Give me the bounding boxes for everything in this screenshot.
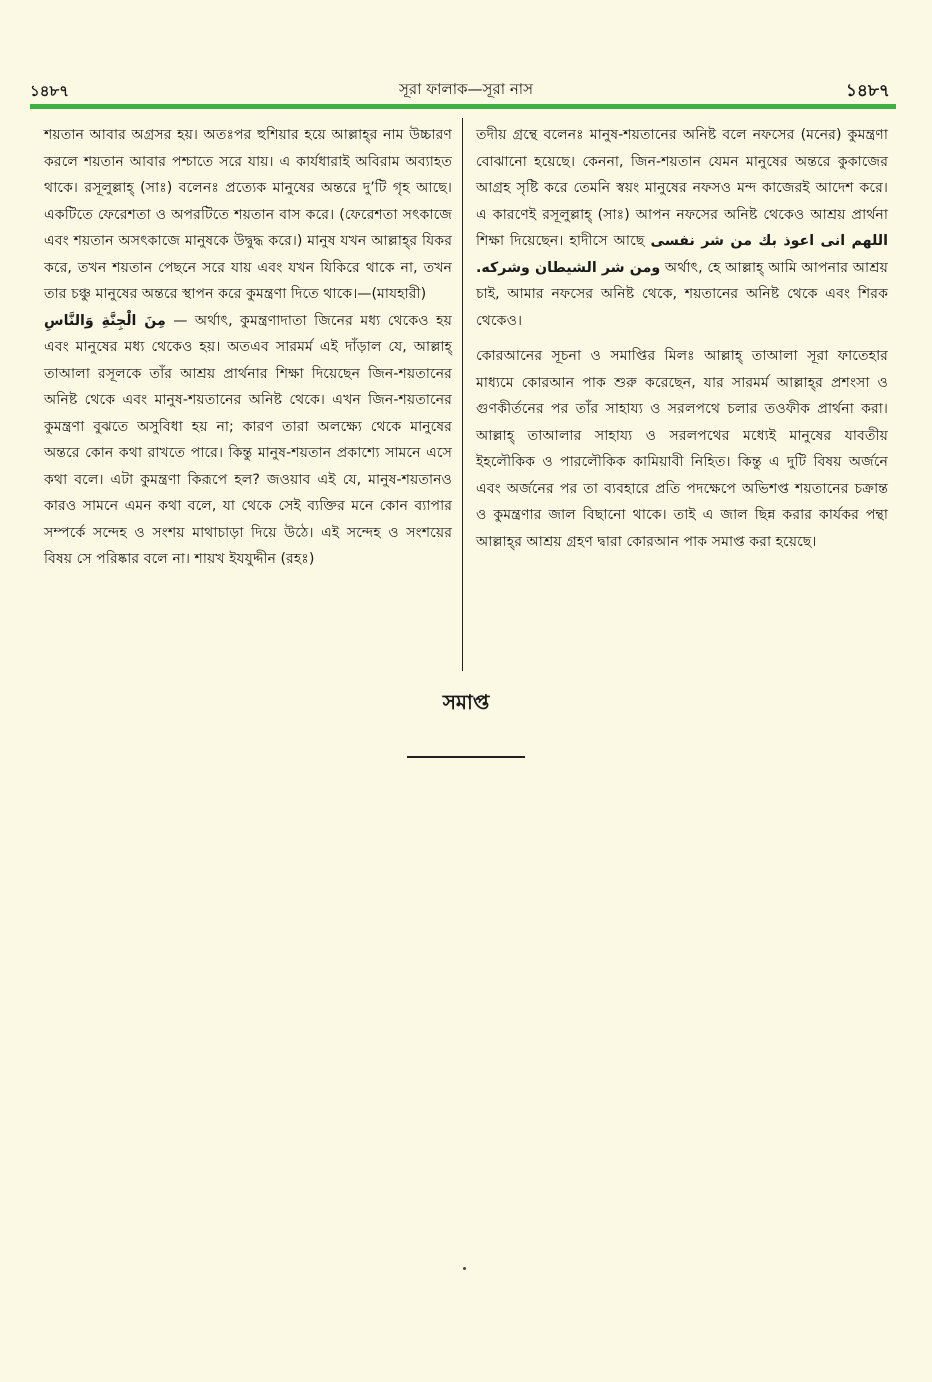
right-paragraph-1-text-a: তদীয় গ্রন্থে বলেনঃ মানুষ-শয়তানের অনিষ্ট বলে নফসের (মনের) কুমন্ত্রণা বোঝানো হয়েছে। কেননা, জিন-শয়তান যেমন মানুষের অন্তরে কুকাজের আগ্রহ সৃষ্টি করে তেমনি স্বয়ং মানুষের নফসও মন্দ কাজেরই আদেশ করে। এ কারণেই রসূলুল্লাহ্ (সাঃ) আপন নফসের অনিষ্ট থেকেও আশ্রয় প্রার্থনা শিক্ষা দিয়েছেন। হাদীসে আছে [476, 127, 888, 249]
right-paragraph-2: কোরআনের সূচনা ও সমাপ্তির মিলঃ আল্লাহ্ তাআলা সূরা ফাতেহার মাধ্যমে কোরআন পাক শুরু করেছেন, যার সারমর্ম আল্লাহ্‌র প্রশংসা ও গুণকীর্তনের পর তাঁর সাহায্য ও সরলপথে চলার তওফীক প্রার্থনা করা। আল্লাহ্ তাআলার সাহায্য ও সরলপথের মধ্যেই মানুষের যাবতীয় ইহলৌকিক ও পারলৌকিক কামিয়াবী নিহিত। কিন্তু এ দুটি বিষয় অর্জনে এবং অর্জনের পর তা ব্যবহারে প্রতি পদক্ষেপে অভিশপ্ত শয়তানের চক্রান্ত ও কুমন্ত্রণার জাল বিছানো থাকে। তাই এ জাল ছিন্ন করার কার্যকর পন্থা আল্লাহ্‌র আশ্রয় গ্রহণ দ্বারা কোরআন পাক সমাপ্ত করা হয়েছে। [476, 348, 888, 550]
column-divider [462, 118, 463, 671]
arabic-verse: مِنَ الْجِنَّةِ وَالنَّاسِ [44, 312, 166, 329]
page-number-right: ১৪৮৭ [845, 81, 890, 101]
page-speck [463, 1267, 466, 1270]
arabic-dua: اللهم انى اعوذ بك من شر نفسى ومن شر الشيطان وشركه. [476, 233, 888, 276]
left-paragraph-2-text: — অর্থাৎ, কুমন্ত্রণাদাতা জিনের মধ্য থেকেও হয় এবং মানুষের মধ্য থেকেও হয়। অতএব সারমর্ম এই দাঁড়াল যে, আল্লাহ্ তাআলা রসূলকে তাঁর আশ্রয় প্রার্থনার শিক্ষা দিয়েছেন জিন-শয়তানের অনিষ্ট থেকে এবং মানুষ-শয়তানের অনিষ্ট থেকে। এখন জিন-শয়তানের কুমন্ত্রণা বুঝতে অসুবিধা হয় না; কারণ তারা অলক্ষ্যে থেকে মানুষের অন্তরে কোন কথা রাখতে পারে। কিন্তু মানুষ-শয়তান প্রকাশ্যে সামনে এসে কথা বলে। এটা কুমন্ত্রণা কিরূপে হল? জওয়াব এই যে, মানুষ-শয়তানও কারও সামনে এমন কথা বলে, যা থেকে সেই ব্যক্তির মনে কোন ব্যাপার সম্পর্কে সন্দেহ ও সংশয় মাথাচাড়া দিয়ে উঠে। এই সন্দেহ ও সংশয়ের বিষয় সে পরিষ্কার বলে না। শায়খ ইযযুদ্দীন (রহঃ) [44, 312, 452, 567]
end-rule [407, 756, 525, 758]
running-title: সূরা ফালাক—সূরা নাস [398, 80, 534, 98]
left-paragraph-1: শয়তান আবার অগ্রসর হয়। অতঃপর হুশিয়ার হয়ে আল্লাহ্‌র নাম উচ্চারণ করলে শয়তান আবার পশ্চাতে সরে যায়। এ কার্যধারাই অবিরাম অব্যাহত থাকে। রসূলুল্লাহ্ (সাঃ) বলেনঃ প্রত্যেক মানুষের অন্তরে দু’টি গৃহ আছে। একটিতে ফেরেশতা ও অপরটিতে শয়তান বাস করে। (ফেরেশতা সৎকাজে এবং শয়তান অসৎকাজে মানুষকে উদ্বুদ্ধ করে।) মানুষ যখন আল্লাহ্‌র যিকর করে, তখন শয়তান পেছনে সরে যায় এবং যখন যিকিরে থাকে না, তখন তার চঞ্চু মানুষের অন্তরে স্থাপন করে কুমন্ত্রণা দিতে থাকে।—(মাযহারী) [44, 127, 452, 302]
page-number-left: ১৪৮৭ [30, 82, 69, 100]
right-paragraph-1 [476, 122, 888, 334]
left-column [44, 122, 452, 573]
header-rule [30, 104, 896, 109]
end-marker: সমাপ্ত [442, 690, 490, 714]
right-column [476, 122, 888, 555]
left-paragraph-2 [44, 308, 452, 573]
right-paragraph-1-text-b: অর্থাৎ, হে আল্লাহ্ আমি আপনার আশ্রয় চাই, আমার নফসের অনিষ্ট থেকে, শয়তানের অনিষ্ট থেকে এবং শিরক থেকেও। [476, 259, 889, 329]
